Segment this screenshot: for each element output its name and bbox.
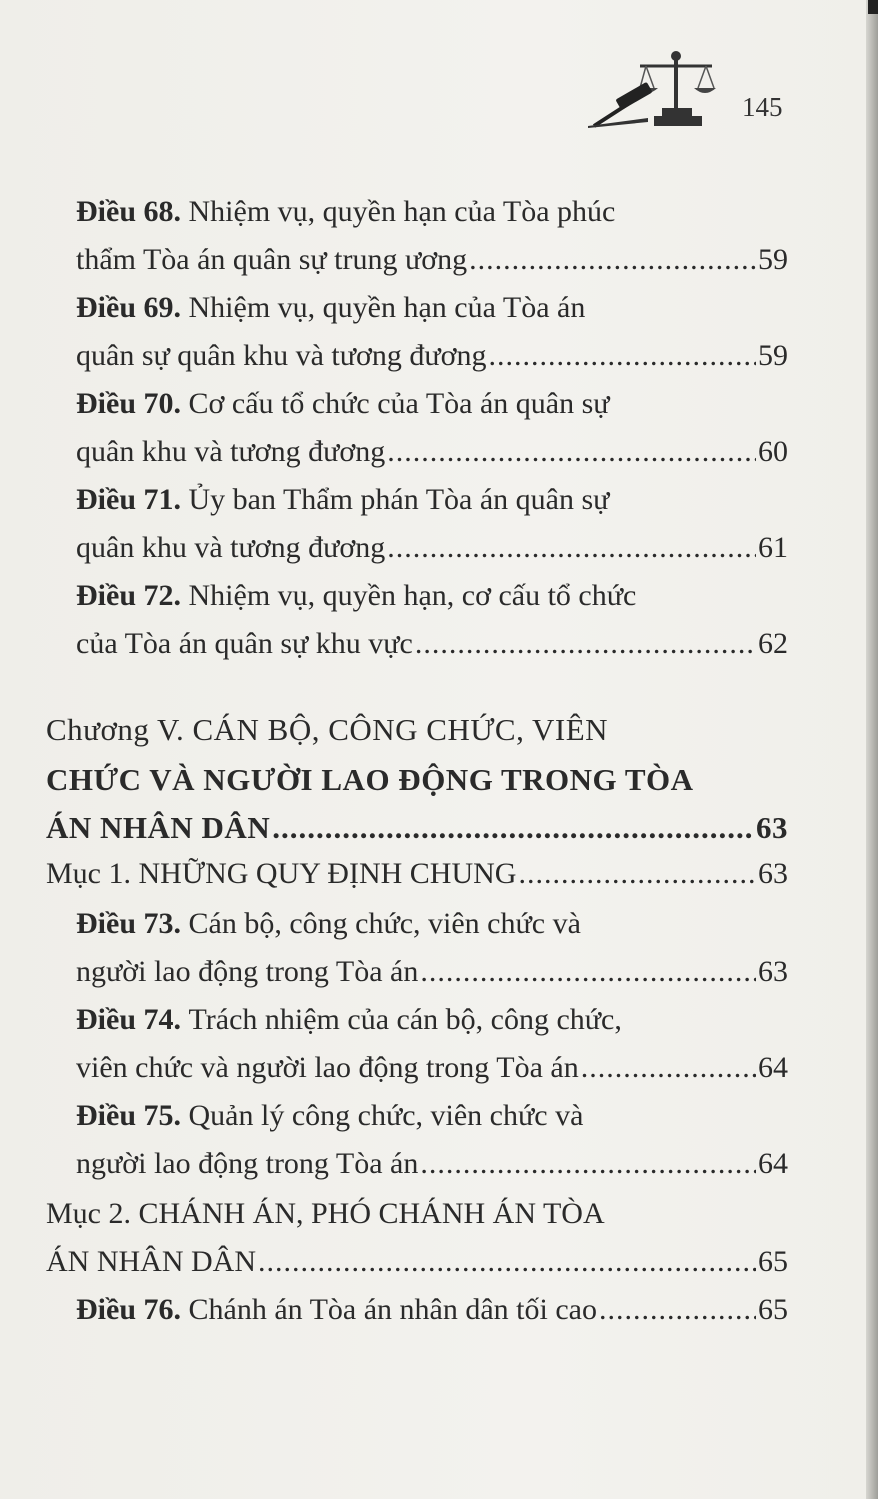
section-heading-2: Mục 2. CHÁNH ÁN, PHÓ CHÁNH ÁN TÒA: [46, 1197, 605, 1230]
toc-entry-72: Điều 72. Nhiệm vụ, quyền hạn, cơ cấu tổ chức: [76, 579, 637, 612]
toc-entry-71-cont: quân khu và tương đương ..... 61: [76, 524, 788, 572]
page-edge: [866, 0, 878, 1499]
leader-dots: [488, 332, 756, 380]
toc-entry-76: Điều 76. Chánh án Tòa án nhân dân tối cao ..... 65: [76, 1286, 788, 1334]
leader-dots: [258, 1238, 756, 1286]
toc-entry-70: Điều 70. Cơ cấu tổ chức của Tòa án quân sự: [76, 387, 610, 420]
toc-entry-73-cont: người lao động trong Tòa án ..... 63: [76, 948, 788, 996]
leader-dots: [599, 1286, 756, 1334]
leader-dots: [420, 1140, 756, 1188]
toc-entry-71: Điều 71. Ủy ban Thẩm phán Tòa án quân sự: [76, 483, 610, 516]
toc-entry-74: Điều 74. Trách nhiệm của cán bộ, công chức,: [76, 1003, 622, 1036]
chapter-heading-line-1: Chương V. CÁN BỘ, CÔNG CHỨC, VIÊN: [46, 712, 609, 747]
page-number: 145: [742, 92, 783, 122]
toc-entry-68-cont: thẩm Tòa án quân sự trung ương ..... 59: [76, 236, 788, 284]
toc-entry-70-cont: quân khu và tương đương ..... 60: [76, 428, 788, 476]
toc-entry-72-cont: của Tòa án quân sự khu vực ..... 62: [76, 620, 788, 668]
toc-entry-69: Điều 69. Nhiệm vụ, quyền hạn của Tòa án: [76, 291, 586, 324]
toc-entry-75-cont: người lao động trong Tòa án ..... 64: [76, 1140, 788, 1188]
section-heading-2-cont: ÁN NHÂN DÂN ..... 65: [46, 1238, 788, 1286]
toc-entry-68: Điều 68. Nhiệm vụ, quyền hạn của Tòa phúc: [76, 195, 616, 228]
leader-dots: [581, 1044, 756, 1092]
toc-entry-75: Điều 75. Quản lý công chức, viên chức và: [76, 1099, 584, 1132]
leader-dots: [415, 620, 756, 668]
scales-of-justice-icon: [588, 48, 718, 128]
chapter-heading-line-2: CHỨC VÀ NGƯỜI LAO ĐỘNG TRONG TÒA: [46, 762, 694, 797]
leader-dots: [387, 524, 756, 572]
leader-dots: [469, 236, 756, 284]
toc-entry-73: Điều 73. Cán bộ, công chức, viên chức và: [76, 907, 581, 940]
leader-dots: [420, 948, 756, 996]
toc-entry-74-cont: viên chức và người lao động trong Tòa án ..... 64: [76, 1044, 788, 1092]
page-edge-tab: [868, 0, 878, 14]
toc-entry-69-cont: quân sự quân khu và tương đương ..... 59: [76, 332, 788, 380]
leader-dots: [518, 850, 756, 898]
leader-dots: [272, 804, 754, 852]
section-heading-1: Mục 1. NHỮNG QUY ĐỊNH CHUNG ..... 63: [46, 850, 788, 898]
leader-dots: [387, 428, 756, 476]
chapter-heading-line-3: ÁN NHÂN DÂN ..... 63: [46, 804, 788, 852]
